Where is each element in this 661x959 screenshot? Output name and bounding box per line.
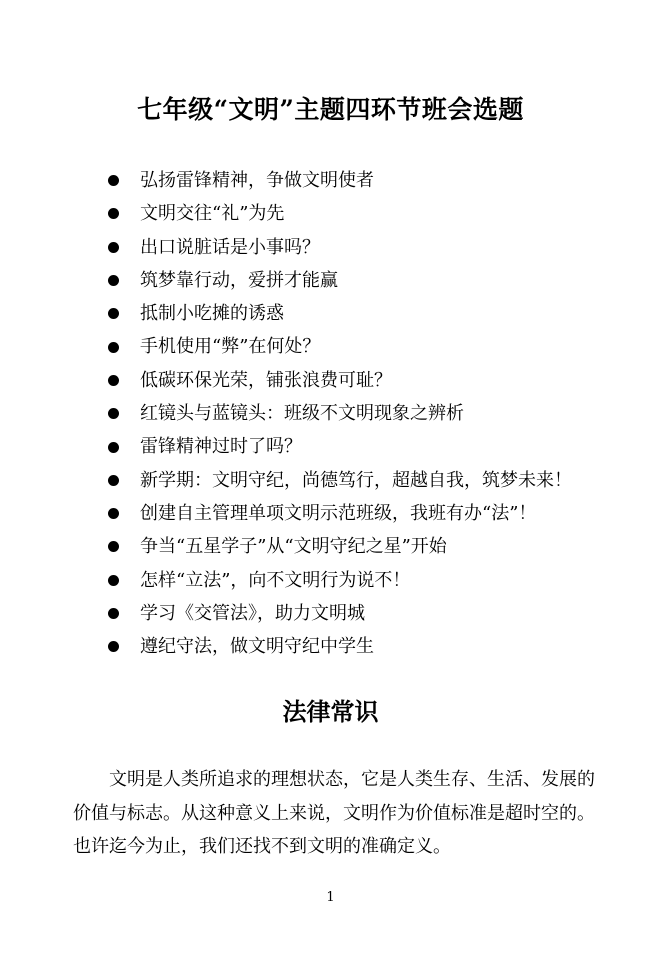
- page-number: 1: [326, 890, 335, 905]
- topic-text: 抵制小吃摊的诱惑: [140, 303, 284, 325]
- bullet-icon: [108, 375, 119, 386]
- list-item: [108, 264, 572, 297]
- bullet-icon: [108, 641, 119, 652]
- list-item: [108, 430, 572, 463]
- list-item: [108, 397, 572, 430]
- section-heading: 法律常识: [282, 697, 379, 726]
- page-title: 七年级“文明”主题四环节班会选题: [137, 95, 524, 124]
- bullet-icon: [108, 308, 119, 319]
- topic-text: 弘扬雷锋精神，争做文明使者: [140, 170, 374, 191]
- list-item: [108, 464, 572, 497]
- bullet-icon: [108, 242, 119, 253]
- list-item: [108, 564, 572, 597]
- topic-text: 新学期：文明守纪，尚德笃行，超越自我，筑梦未来！: [140, 469, 572, 491]
- bullet-icon: [108, 475, 119, 486]
- bullet-icon: [108, 508, 119, 519]
- list-item: [108, 231, 572, 264]
- body-paragraph: 文明是人类所追求的理想状态，它是人类生存、生活、发展的价值与标志。从这种意义上来说，文明作为价值标准是超时空的。也许迄今为止，我们还找不到文明的准确定义。: [73, 769, 595, 857]
- bullet-icon: [108, 608, 119, 619]
- bullet-icon: [108, 408, 119, 419]
- list-item: [108, 164, 572, 197]
- topic-text: 文明交往“礼”为先: [140, 203, 285, 225]
- topic-text: 创建自主管理单项文明示范班级，我班有办“法”！: [140, 502, 537, 524]
- list-item: [108, 530, 572, 563]
- bullet-icon: [108, 275, 119, 286]
- topic-list: [108, 164, 572, 663]
- bullet-icon: [108, 575, 119, 586]
- bullet-icon: [108, 541, 119, 552]
- bullet-icon: [108, 342, 119, 353]
- topic-text: 出口说脏话是小事吗？: [140, 236, 320, 258]
- bullet-icon: [108, 208, 119, 219]
- list-item: [108, 497, 572, 530]
- list-item: [108, 330, 572, 363]
- topic-text: 雷锋精神过时了吗？: [140, 436, 302, 458]
- list-item: [108, 630, 572, 663]
- topic-text: 低碳环保光荣，铺张浪费可耻？: [140, 369, 392, 391]
- list-item: [108, 297, 572, 330]
- topic-text: 学习《交管法》，助力文明城: [140, 602, 365, 624]
- list-item: [108, 364, 572, 397]
- list-item: [108, 197, 572, 230]
- list-item: [108, 597, 572, 630]
- bullet-icon: [108, 175, 119, 186]
- topic-text: 手机使用“弊”在何处？: [140, 336, 321, 358]
- topic-text: 筑梦靠行动，爱拼才能赢: [140, 269, 338, 291]
- topic-text: 怎样“立法”，向不文明行为说不！: [140, 569, 411, 591]
- bullet-icon: [108, 442, 119, 453]
- topic-text: 遵纪守法，做文明守纪中学生: [140, 636, 374, 658]
- topic-text: 争当“五星学子”从“文明守纪之星”开始: [140, 536, 447, 558]
- topic-text: 红镜头与蓝镜头：班级不文明现象之辨析: [140, 403, 464, 425]
